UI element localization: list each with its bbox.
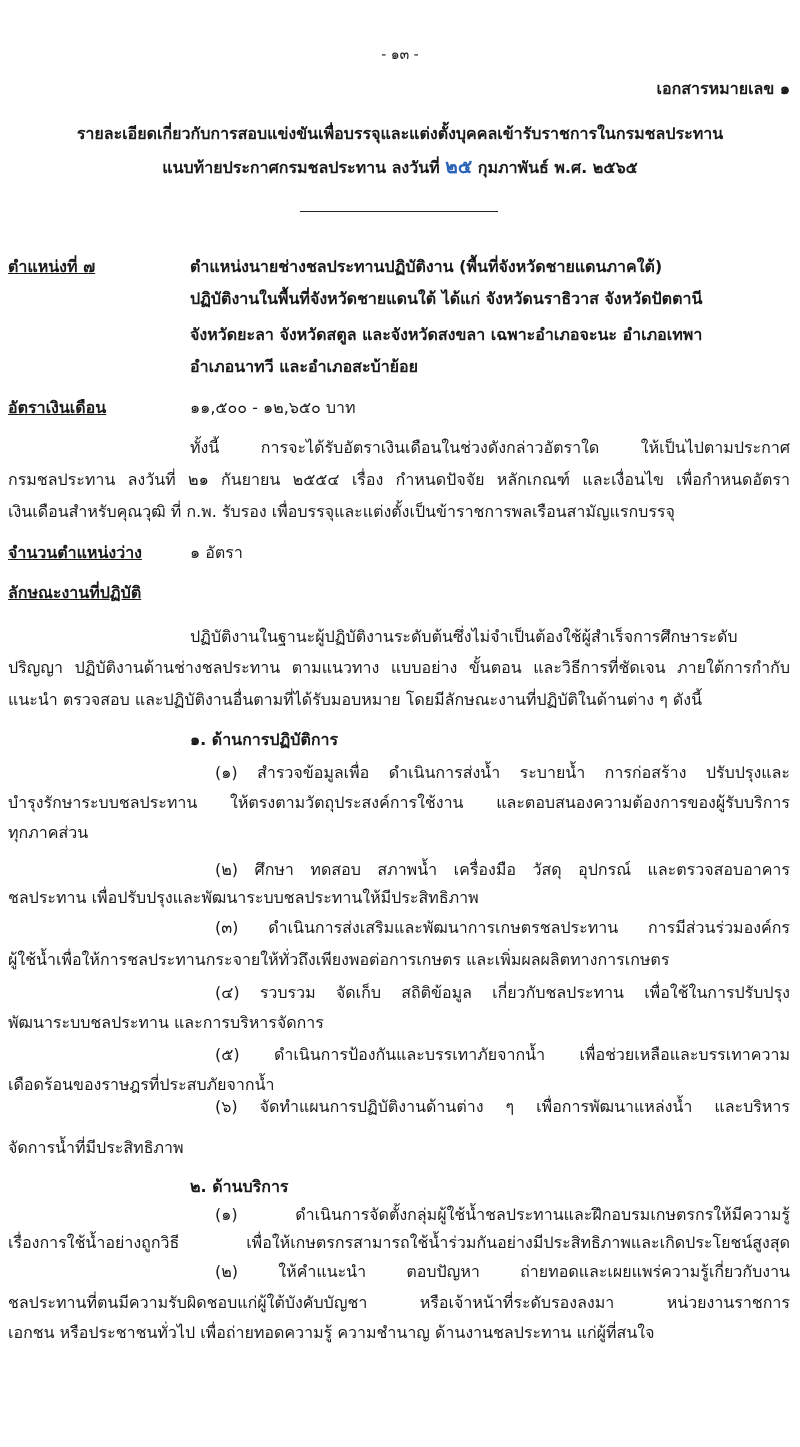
title-divider: [300, 211, 498, 212]
vacancies-label: จำนวนตำแหน่งว่าง: [8, 543, 142, 562]
salary-note-line: ทั้งนี้ การจะได้รับอัตราเงินเดือนในช่วงดังกล่าวอัตราใด ให้เป็นไปตามประกาศ: [190, 438, 790, 457]
duty-item-line: ผู้ใช้น้ำเพื่อให้การชลประทานกระจายให้ทั่วถึงเพียงพอต่อการเกษตร และเพิ่มผลผลิตทางการเกษตร: [8, 950, 670, 969]
position-label: ตำแหน่งที่ ๗: [8, 257, 96, 276]
duty-item-line: พัฒนาระบบชลประทาน และการบริหารจัดการ: [8, 1013, 324, 1032]
salary-value: ๑๑,๕๐๐ - ๑๒,๖๕๐ บาท: [190, 398, 356, 417]
duties-intro-line: ปฏิบัติงานในฐานะผู้ปฏิบัติงานระดับต้นซึ่งไม่จำเป็นต้องใช้ผู้สำเร็จการศึกษาระดับ: [190, 627, 738, 646]
position-line: ปฏิบัติงานในพื้นที่จังหวัดชายแดนใต้ ได้แก่ จังหวัดนราธิวาส จังหวัดปัตตานี: [190, 289, 703, 308]
vacancies-value: ๑ อัตรา: [190, 543, 243, 562]
duty-item: (๖) จัดทำแผนการปฏิบัติงานด้านต่าง ๆ เพื่อการพัฒนาแหล่งน้ำ และบริหาร: [215, 1097, 790, 1116]
section-1-heading: ๑. ด้านการปฏิบัติการ: [190, 730, 339, 749]
salary-label: อัตราเงินเดือน: [8, 398, 107, 417]
duty-item-line: จัดการน้ำที่มีประสิทธิภาพ: [8, 1138, 184, 1157]
duty-item: (๒) ศึกษา ทดสอบ สภาพน้ำ เครื่องมือ วัสดุ อุปกรณ์ และตรวจสอบอาคาร: [215, 860, 790, 879]
page-number: - ๑๓ -: [381, 47, 419, 63]
duty-item: (๔) รวบรวม จัดเก็บ สถิติข้อมูล เกี่ยวกับชลประทาน เพื่อใช้ในการปรับปรุง: [215, 983, 790, 1002]
salary-note-line: เงินเดือนสำหรับคุณวุฒิ ที่ ก.พ. รับรอง เพื่อบรรจุและแต่งตั้งเป็นข้าราชการพลเรือนสามัญแรกบรรจุ: [8, 502, 675, 521]
duty-item: (๕) ดำเนินการป้องกันและบรรเทาภัยจากน้ำ เพื่อช่วยเหลือและบรรเทาความ: [215, 1045, 790, 1064]
position-line: จังหวัดยะลา จังหวัดสตูล และจังหวัดสงขลา เฉพาะอำเภอจะนะ อำเภอเทพา: [190, 325, 703, 344]
service-item: (๑) ดำเนินการจัดตั้งกลุ่มผู้ใช้น้ำชลประทานและฝึกอบรมเกษตรกรให้มีความรู้: [215, 1205, 790, 1224]
section-2-heading: ๒. ด้านบริการ: [190, 1177, 289, 1196]
duty-item-line: ทุกภาคส่วน: [8, 823, 89, 842]
duty-item: (๑) สำรวจข้อมูลเพื่อ ดำเนินการส่งน้ำ ระบายน้ำ การก่อสร้าง ปรับปรุงและ: [215, 763, 790, 782]
service-item-line: เอกชน หรือประชาชนทั่วไป เพื่อถ่ายทอดความรู้ ความชำนาญ ด้านงานชลประทาน แก่ผู้ที่สนใจ: [8, 1323, 655, 1342]
service-item-line: เรื่องการใช้น้ำอย่างถูกวิธี เพื่อให้เกษตรกรสามารถใช้น้ำร่วมกันอย่างมีประสิทธิภาพและเกิดประโยชน์สูงสุด: [8, 1233, 790, 1252]
service-item-line: ชลประทานที่ตนมีความรับผิดชอบแก่ผู้ใต้บังคับบัญชา หรือเจ้าหน้าที่ระดับรองลงมา หน่วยงานราชการ: [8, 1293, 790, 1312]
title-suffix: กุมภาพันธ์ พ.ศ. ๒๕๖๕: [477, 158, 638, 177]
position-line: อำเภอนาทวี และอำเภอสะบ้าย้อย: [190, 357, 419, 376]
document-title-line-1: รายละเอียดเกี่ยวกับการสอบแข่งขันเพื่อบรรจุและแต่งตั้งบุคคลเข้ารับราชการในกรมชลประทาน: [76, 124, 724, 143]
position-line: ตำแหน่งนายช่างชลประทานปฏิบัติงาน (พื้นที่จังหวัดชายแดนภาคใต้): [190, 257, 663, 276]
duties-intro-line: แนะนำ ตรวจสอบ และปฏิบัติงานอื่นตามที่ได้รับมอบหมาย โดยมีลักษณะงานที่ปฏิบัติในด้านต่าง ๆ ดังนี้: [8, 690, 703, 709]
duty-item-line: เดือดร้อนของราษฎรที่ประสบภัยจากน้ำ: [8, 1075, 275, 1094]
duty-item-line: ชลประทาน เพื่อปรับปรุงและพัฒนาระบบชลประทานให้มีประสิทธิภาพ: [8, 888, 479, 907]
duties-heading: ลักษณะงานที่ปฏิบัติ: [8, 583, 142, 602]
duty-item-line: บำรุงรักษาระบบชลประทาน ให้ตรงตามวัตถุประสงค์การใช้งาน และตอบสนองความต้องการของผู้รับบริการ: [8, 793, 790, 812]
duty-item: (๓) ดำเนินการส่งเสริมและพัฒนาการเกษตรชลประทาน การมีส่วนร่วมองค์กร: [215, 918, 790, 937]
title-day: ๒๕: [445, 156, 473, 178]
duties-intro-line: ปริญญา ปฏิบัติงานด้านช่างชลประทาน ตามแนวทาง แบบอย่าง ขั้นตอน และวิธีการที่ชัดเจน ภายใต้การกำกับ: [8, 658, 790, 677]
document-title-line-2: [0, 155, 800, 179]
document-number: เอกสารหมายเลข ๑: [656, 79, 790, 98]
service-item: (๒) ให้คำแนะนำ ตอบปัญหา ถ่ายทอดและเผยแพร่ความรู้เกี่ยวกับงาน: [215, 1262, 790, 1281]
title-prefix: แนบท้ายประกาศกรมชลประทาน ลงวันที่: [162, 158, 440, 177]
salary-note-line: กรมชลประทาน ลงวันที่ ๒๑ กันยายน ๒๕๕๔ เรื่อง กำหนดปัจจัย หลักเกณฑ์ และเงื่อนไข เพื่อกำหนดอัตรา: [8, 470, 790, 489]
